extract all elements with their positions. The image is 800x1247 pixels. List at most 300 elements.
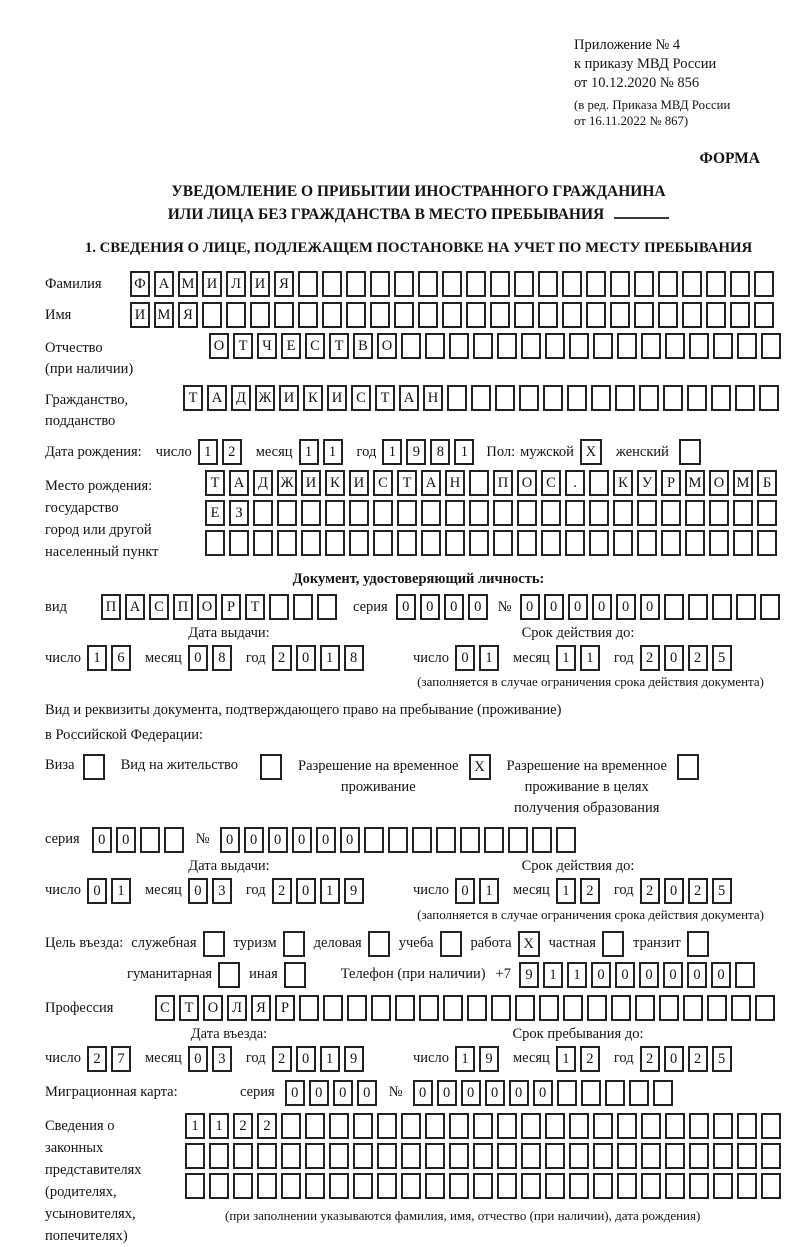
char-cell[interactable]	[736, 594, 756, 620]
char-cell[interactable]	[557, 1080, 577, 1106]
char-cell[interactable]	[709, 500, 729, 526]
char-cell[interactable]	[521, 1143, 541, 1169]
char-cell[interactable]	[545, 333, 565, 359]
char-cell[interactable]	[661, 530, 681, 556]
char-cell[interactable]	[373, 530, 393, 556]
char-cell[interactable]: Т	[233, 333, 253, 359]
char-cell[interactable]	[209, 1143, 229, 1169]
char-cell[interactable]: 8	[344, 645, 364, 671]
char-cell[interactable]: 2	[222, 439, 242, 465]
char-cell[interactable]: Л	[226, 271, 246, 297]
char-cell[interactable]: И	[250, 271, 270, 297]
char-cell[interactable]: 1	[479, 645, 499, 671]
purpose-option-checkbox[interactable]	[218, 962, 240, 988]
char-cell[interactable]	[443, 995, 463, 1021]
purpose-option-checkbox[interactable]	[687, 931, 709, 957]
char-cell[interactable]: Б	[757, 470, 777, 496]
char-cell[interactable]	[473, 1143, 493, 1169]
char-cell[interactable]	[349, 530, 369, 556]
char-cell[interactable]	[539, 995, 559, 1021]
char-cell[interactable]	[757, 500, 777, 526]
char-cell[interactable]: 0	[444, 594, 464, 620]
char-cell[interactable]	[436, 827, 456, 853]
char-cell[interactable]	[202, 302, 222, 328]
char-cell[interactable]	[569, 1113, 589, 1139]
char-cell[interactable]: З	[229, 500, 249, 526]
char-cell[interactable]	[298, 271, 318, 297]
char-cell[interactable]: 0	[87, 878, 107, 904]
char-cell[interactable]: 0	[296, 645, 316, 671]
char-cell[interactable]	[637, 530, 657, 556]
char-cell[interactable]: 1	[556, 1046, 576, 1072]
char-cell[interactable]	[586, 271, 606, 297]
char-cell[interactable]	[353, 1113, 373, 1139]
char-cell[interactable]	[377, 1173, 397, 1199]
visa-checkbox[interactable]	[83, 754, 105, 780]
sex-male-checkbox[interactable]: X	[580, 439, 602, 465]
char-cell[interactable]: 0	[461, 1080, 481, 1106]
char-cell[interactable]: В	[353, 333, 373, 359]
char-cell[interactable]	[641, 333, 661, 359]
char-cell[interactable]	[615, 385, 635, 411]
char-cell[interactable]: 0	[664, 1046, 684, 1072]
char-cell[interactable]: 0	[509, 1080, 529, 1106]
char-cell[interactable]: Я	[178, 302, 198, 328]
char-cell[interactable]: Д	[231, 385, 251, 411]
char-cell[interactable]	[281, 1143, 301, 1169]
char-cell[interactable]	[185, 1173, 205, 1199]
char-cell[interactable]: 9	[406, 439, 426, 465]
char-cell[interactable]	[611, 995, 631, 1021]
char-cell[interactable]: 2	[640, 878, 660, 904]
char-cell[interactable]	[658, 302, 678, 328]
char-cell[interactable]: 0	[333, 1080, 353, 1106]
char-cell[interactable]	[610, 271, 630, 297]
char-cell[interactable]	[401, 1173, 421, 1199]
char-cell[interactable]	[591, 385, 611, 411]
char-cell[interactable]	[641, 1143, 661, 1169]
char-cell[interactable]: А	[399, 385, 419, 411]
char-cell[interactable]: А	[229, 470, 249, 496]
char-cell[interactable]	[164, 827, 184, 853]
char-cell[interactable]	[541, 500, 561, 526]
purpose-option-checkbox[interactable]	[284, 962, 306, 988]
char-cell[interactable]: 2	[688, 878, 708, 904]
char-cell[interactable]	[713, 1113, 733, 1139]
char-cell[interactable]: 0	[520, 594, 540, 620]
char-cell[interactable]: Ф	[130, 271, 150, 297]
char-cell[interactable]	[532, 827, 552, 853]
char-cell[interactable]	[569, 1143, 589, 1169]
char-cell[interactable]	[209, 1173, 229, 1199]
char-cell[interactable]	[250, 302, 270, 328]
char-cell[interactable]: 0	[188, 878, 208, 904]
char-cell[interactable]	[565, 530, 585, 556]
char-cell[interactable]: М	[154, 302, 174, 328]
char-cell[interactable]: 1	[479, 878, 499, 904]
char-cell[interactable]: 0	[455, 878, 475, 904]
char-cell[interactable]: Н	[445, 470, 465, 496]
char-cell[interactable]: 0	[616, 594, 636, 620]
char-cell[interactable]: 0	[468, 594, 488, 620]
char-cell[interactable]	[349, 500, 369, 526]
char-cell[interactable]	[185, 1143, 205, 1169]
temp-permit-checkbox[interactable]: X	[469, 754, 491, 780]
char-cell[interactable]	[617, 1143, 637, 1169]
char-cell[interactable]: 1	[299, 439, 319, 465]
char-cell[interactable]	[377, 1143, 397, 1169]
char-cell[interactable]	[329, 1113, 349, 1139]
char-cell[interactable]: 5	[712, 1046, 732, 1072]
char-cell[interactable]: 0	[296, 878, 316, 904]
char-cell[interactable]	[490, 271, 510, 297]
char-cell[interactable]	[277, 500, 297, 526]
char-cell[interactable]	[569, 1173, 589, 1199]
char-cell[interactable]: 0	[711, 962, 731, 988]
char-cell[interactable]	[521, 1173, 541, 1199]
char-cell[interactable]	[593, 333, 613, 359]
char-cell[interactable]: С	[155, 995, 175, 1021]
char-cell[interactable]	[305, 1113, 325, 1139]
char-cell[interactable]	[682, 302, 702, 328]
char-cell[interactable]: Т	[375, 385, 395, 411]
char-cell[interactable]	[735, 962, 755, 988]
char-cell[interactable]: 0	[437, 1080, 457, 1106]
char-cell[interactable]	[565, 500, 585, 526]
char-cell[interactable]: 0	[687, 962, 707, 988]
char-cell[interactable]	[508, 827, 528, 853]
char-cell[interactable]: 1	[455, 1046, 475, 1072]
char-cell[interactable]: 2	[580, 878, 600, 904]
char-cell[interactable]	[688, 594, 708, 620]
char-cell[interactable]	[757, 530, 777, 556]
char-cell[interactable]	[562, 271, 582, 297]
char-cell[interactable]	[610, 302, 630, 328]
char-cell[interactable]	[586, 302, 606, 328]
char-cell[interactable]	[425, 1113, 445, 1139]
char-cell[interactable]: 1	[320, 878, 340, 904]
char-cell[interactable]	[545, 1173, 565, 1199]
char-cell[interactable]: 1	[543, 962, 563, 988]
char-cell[interactable]: 0	[285, 1080, 305, 1106]
char-cell[interactable]: 0	[396, 594, 416, 620]
char-cell[interactable]	[589, 500, 609, 526]
char-cell[interactable]	[653, 1080, 673, 1106]
char-cell[interactable]	[449, 333, 469, 359]
char-cell[interactable]	[685, 500, 705, 526]
char-cell[interactable]	[353, 1173, 373, 1199]
char-cell[interactable]	[617, 333, 637, 359]
char-cell[interactable]	[370, 302, 390, 328]
char-cell[interactable]	[497, 1113, 517, 1139]
char-cell[interactable]: 1	[185, 1113, 205, 1139]
char-cell[interactable]: Н	[423, 385, 443, 411]
char-cell[interactable]: 0	[357, 1080, 377, 1106]
char-cell[interactable]	[412, 827, 432, 853]
char-cell[interactable]	[377, 1113, 397, 1139]
char-cell[interactable]	[538, 271, 558, 297]
char-cell[interactable]	[371, 995, 391, 1021]
char-cell[interactable]: Т	[397, 470, 417, 496]
char-cell[interactable]	[460, 827, 480, 853]
char-cell[interactable]	[521, 1113, 541, 1139]
char-cell[interactable]: С	[373, 470, 393, 496]
char-cell[interactable]: О	[203, 995, 223, 1021]
char-cell[interactable]	[346, 271, 366, 297]
char-cell[interactable]: О	[517, 470, 537, 496]
char-cell[interactable]	[281, 1113, 301, 1139]
char-cell[interactable]	[469, 470, 489, 496]
char-cell[interactable]	[754, 271, 774, 297]
char-cell[interactable]	[545, 1113, 565, 1139]
char-cell[interactable]	[419, 995, 439, 1021]
char-cell[interactable]: 1	[320, 1046, 340, 1072]
char-cell[interactable]: 9	[344, 1046, 364, 1072]
char-cell[interactable]	[373, 500, 393, 526]
char-cell[interactable]: 1	[556, 878, 576, 904]
char-cell[interactable]: К	[325, 470, 345, 496]
char-cell[interactable]	[514, 302, 534, 328]
char-cell[interactable]	[445, 500, 465, 526]
char-cell[interactable]	[253, 530, 273, 556]
char-cell[interactable]: С	[149, 594, 169, 620]
char-cell[interactable]: 0	[292, 827, 312, 853]
char-cell[interactable]	[665, 1113, 685, 1139]
char-cell[interactable]: И	[279, 385, 299, 411]
char-cell[interactable]: 1	[382, 439, 402, 465]
char-cell[interactable]	[556, 827, 576, 853]
char-cell[interactable]	[515, 995, 535, 1021]
char-cell[interactable]	[605, 1080, 625, 1106]
char-cell[interactable]: Л	[227, 995, 247, 1021]
char-cell[interactable]: А	[125, 594, 145, 620]
char-cell[interactable]	[617, 1173, 637, 1199]
char-cell[interactable]	[497, 1143, 517, 1169]
char-cell[interactable]: 1	[111, 878, 131, 904]
char-cell[interactable]	[205, 530, 225, 556]
char-cell[interactable]	[473, 333, 493, 359]
char-cell[interactable]	[634, 302, 654, 328]
char-cell[interactable]	[735, 385, 755, 411]
char-cell[interactable]	[370, 271, 390, 297]
char-cell[interactable]	[761, 1113, 781, 1139]
char-cell[interactable]	[730, 271, 750, 297]
char-cell[interactable]: 3	[212, 1046, 232, 1072]
char-cell[interactable]	[613, 500, 633, 526]
char-cell[interactable]: 0	[568, 594, 588, 620]
char-cell[interactable]: 0	[244, 827, 264, 853]
char-cell[interactable]: 2	[272, 645, 292, 671]
char-cell[interactable]	[394, 302, 414, 328]
char-cell[interactable]	[329, 1143, 349, 1169]
char-cell[interactable]: 1	[320, 645, 340, 671]
char-cell[interactable]: П	[493, 470, 513, 496]
char-cell[interactable]	[229, 530, 249, 556]
char-cell[interactable]: У	[637, 470, 657, 496]
char-cell[interactable]	[364, 827, 384, 853]
char-cell[interactable]: 9	[519, 962, 539, 988]
char-cell[interactable]: 0	[544, 594, 564, 620]
char-cell[interactable]	[277, 530, 297, 556]
char-cell[interactable]: 1	[209, 1113, 229, 1139]
char-cell[interactable]: .	[565, 470, 585, 496]
char-cell[interactable]: С	[541, 470, 561, 496]
char-cell[interactable]: И	[202, 271, 222, 297]
char-cell[interactable]: И	[349, 470, 369, 496]
char-cell[interactable]: 5	[712, 645, 732, 671]
char-cell[interactable]	[733, 500, 753, 526]
char-cell[interactable]	[418, 271, 438, 297]
char-cell[interactable]	[388, 827, 408, 853]
char-cell[interactable]: Я	[251, 995, 271, 1021]
char-cell[interactable]	[397, 500, 417, 526]
char-cell[interactable]	[274, 302, 294, 328]
char-cell[interactable]: Я	[274, 271, 294, 297]
char-cell[interactable]: Ч	[257, 333, 277, 359]
char-cell[interactable]	[301, 530, 321, 556]
char-cell[interactable]	[754, 302, 774, 328]
char-cell[interactable]: 0	[455, 645, 475, 671]
char-cell[interactable]	[466, 302, 486, 328]
char-cell[interactable]	[253, 500, 273, 526]
char-cell[interactable]	[346, 302, 366, 328]
char-cell[interactable]	[517, 530, 537, 556]
char-cell[interactable]: 2	[640, 645, 660, 671]
char-cell[interactable]: 0	[639, 962, 659, 988]
char-cell[interactable]: Е	[205, 500, 225, 526]
char-cell[interactable]	[493, 500, 513, 526]
char-cell[interactable]	[394, 271, 414, 297]
char-cell[interactable]	[538, 302, 558, 328]
char-cell[interactable]	[493, 530, 513, 556]
char-cell[interactable]	[617, 1113, 637, 1139]
char-cell[interactable]	[442, 302, 462, 328]
char-cell[interactable]	[421, 530, 441, 556]
char-cell[interactable]: 0	[420, 594, 440, 620]
char-cell[interactable]: 1	[567, 962, 587, 988]
char-cell[interactable]	[467, 995, 487, 1021]
char-cell[interactable]	[663, 385, 683, 411]
char-cell[interactable]: 0	[188, 1046, 208, 1072]
char-cell[interactable]: Р	[661, 470, 681, 496]
char-cell[interactable]	[665, 333, 685, 359]
char-cell[interactable]: 0	[413, 1080, 433, 1106]
char-cell[interactable]: Т	[329, 333, 349, 359]
char-cell[interactable]: П	[173, 594, 193, 620]
char-cell[interactable]	[418, 302, 438, 328]
char-cell[interactable]: 0	[220, 827, 240, 853]
char-cell[interactable]	[685, 530, 705, 556]
char-cell[interactable]	[593, 1113, 613, 1139]
char-cell[interactable]	[497, 333, 517, 359]
char-cell[interactable]: 2	[688, 645, 708, 671]
char-cell[interactable]: 0	[533, 1080, 553, 1106]
char-cell[interactable]	[581, 1080, 601, 1106]
purpose-option-checkbox[interactable]	[368, 931, 390, 957]
char-cell[interactable]	[709, 530, 729, 556]
char-cell[interactable]: О	[209, 333, 229, 359]
char-cell[interactable]	[305, 1143, 325, 1169]
purpose-option-checkbox[interactable]: X	[518, 931, 540, 957]
char-cell[interactable]: И	[301, 470, 321, 496]
char-cell[interactable]	[543, 385, 563, 411]
char-cell[interactable]	[269, 594, 289, 620]
char-cell[interactable]	[401, 1143, 421, 1169]
char-cell[interactable]	[737, 333, 757, 359]
char-cell[interactable]	[521, 333, 541, 359]
char-cell[interactable]: 1	[323, 439, 343, 465]
char-cell[interactable]: 2	[272, 878, 292, 904]
char-cell[interactable]	[401, 333, 421, 359]
char-cell[interactable]: Т	[183, 385, 203, 411]
char-cell[interactable]: Т	[205, 470, 225, 496]
char-cell[interactable]	[567, 385, 587, 411]
char-cell[interactable]: О	[709, 470, 729, 496]
char-cell[interactable]: Ж	[255, 385, 275, 411]
char-cell[interactable]	[425, 333, 445, 359]
char-cell[interactable]: 0	[663, 962, 683, 988]
char-cell[interactable]	[665, 1143, 685, 1169]
char-cell[interactable]	[317, 594, 337, 620]
char-cell[interactable]	[689, 333, 709, 359]
char-cell[interactable]: Р	[275, 995, 295, 1021]
char-cell[interactable]	[421, 500, 441, 526]
char-cell[interactable]	[659, 995, 679, 1021]
char-cell[interactable]: 3	[212, 878, 232, 904]
char-cell[interactable]: 8	[430, 439, 450, 465]
char-cell[interactable]	[689, 1113, 709, 1139]
char-cell[interactable]: 0	[340, 827, 360, 853]
char-cell[interactable]	[473, 1113, 493, 1139]
char-cell[interactable]: С	[351, 385, 371, 411]
char-cell[interactable]: 0	[615, 962, 635, 988]
char-cell[interactable]	[639, 385, 659, 411]
char-cell[interactable]	[469, 530, 489, 556]
char-cell[interactable]	[589, 530, 609, 556]
char-cell[interactable]: 9	[479, 1046, 499, 1072]
char-cell[interactable]: 0	[188, 645, 208, 671]
char-cell[interactable]: 2	[580, 1046, 600, 1072]
char-cell[interactable]	[761, 333, 781, 359]
char-cell[interactable]: 0	[268, 827, 288, 853]
char-cell[interactable]	[469, 500, 489, 526]
char-cell[interactable]	[514, 271, 534, 297]
char-cell[interactable]	[257, 1173, 277, 1199]
char-cell[interactable]: 2	[233, 1113, 253, 1139]
char-cell[interactable]	[664, 594, 684, 620]
char-cell[interactable]: Р	[221, 594, 241, 620]
char-cell[interactable]	[226, 302, 246, 328]
char-cell[interactable]	[712, 594, 732, 620]
char-cell[interactable]: 0	[92, 827, 112, 853]
char-cell[interactable]: Д	[253, 470, 273, 496]
char-cell[interactable]	[298, 302, 318, 328]
char-cell[interactable]: 0	[664, 645, 684, 671]
char-cell[interactable]: И	[130, 302, 150, 328]
char-cell[interactable]: Т	[245, 594, 265, 620]
char-cell[interactable]	[682, 271, 702, 297]
char-cell[interactable]: 2	[272, 1046, 292, 1072]
char-cell[interactable]: О	[197, 594, 217, 620]
char-cell[interactable]: 2	[640, 1046, 660, 1072]
char-cell[interactable]: 0	[664, 878, 684, 904]
char-cell[interactable]	[737, 1173, 757, 1199]
char-cell[interactable]	[140, 827, 160, 853]
char-cell[interactable]	[635, 995, 655, 1021]
char-cell[interactable]	[661, 500, 681, 526]
char-cell[interactable]	[301, 500, 321, 526]
char-cell[interactable]: О	[377, 333, 397, 359]
